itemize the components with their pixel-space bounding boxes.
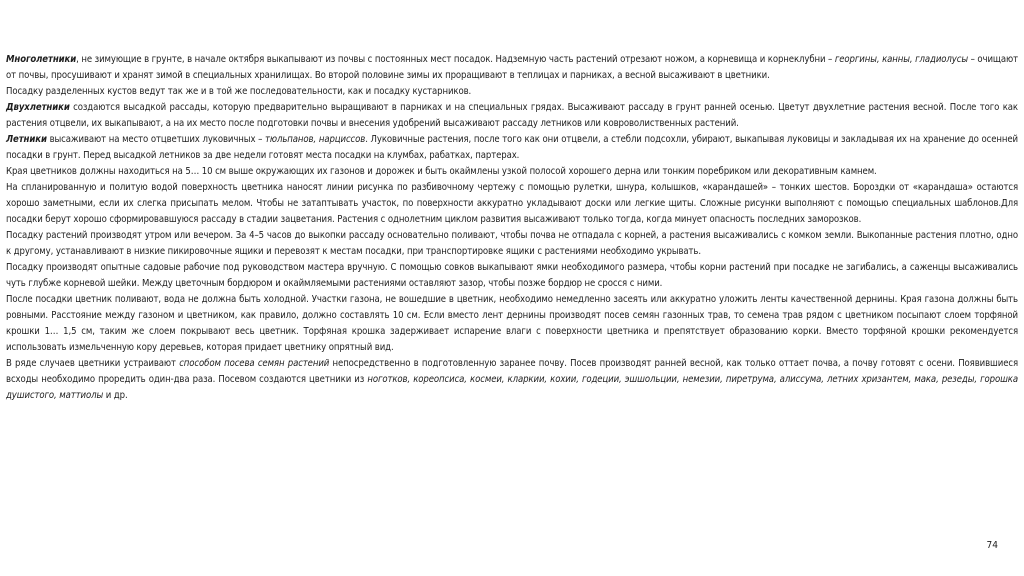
paragraph	[6, 52, 1018, 84]
paragraph	[6, 228, 1018, 260]
paragraph-text: Посадку растений производят утром или вечером. За 4–5 часов до выкопки рассаду основательно поливают, чтобы почва не отпадала с корней, а растения высаживались с комком земли. Выкопанные растения плотно, одно к другому, устанавливают в низкие пикировочные ящики и перевозят к местам посадки, при транспортировке ящики с растениями необходимо укрывать.	[6, 230, 1018, 257]
paragraph-text: и др.	[103, 390, 128, 401]
paragraph-text: , не зимующие в грунте, в начале октября выкапывают из почвы с постоянных мест посадок. Надземную часть растений отрезают ножом, а корневища и корнеклубни –	[76, 54, 835, 65]
paragraph-text: На спланированную и политую водой поверхность цветника наносят линии рисунка по разбивочному чертежу с помощью рулетки, шнура, колышков, «карандашей» – тонких шестов. Бороздки от «карандаша» остаются хорошо заметными, если их слегка присыпать мелом. Чтобы не затаптывать участок, по поверхности аккуратно укладывают доски или легкие щиты. Сложные рисунки выполняют с помощью специальных шаблонов.Для посадки берут хорошо сформировавшуюся рассаду в стадии зацветания. Растения с однолетним циклом развития высаживают только тогда, когда минует опасность последних заморозков.	[6, 182, 1018, 225]
paragraph	[6, 260, 1018, 292]
italic-term: ноготков, кореопсиса, космеи, кларкии, кохии, годеции, эшшольции, немезии, пиретрума, алиссума, летних хризантем, мака, резеды, горошка душистого, маттиолы	[6, 374, 1019, 401]
paragraph	[6, 180, 1018, 228]
paragraph-text: Посадку разделенных кустов ведут так же и в той же последовательности, как и посадку кустарников.	[6, 86, 472, 97]
document-body	[6, 52, 1018, 404]
paragraph	[6, 356, 1018, 404]
page-number: 74	[986, 540, 998, 551]
italic-term: тюльпанов, нарциссов	[265, 134, 366, 145]
section-term: Двухлетники	[6, 102, 70, 113]
paragraph-text: непосредственно в подготовленную заранее почву. Посев производят ранней весной, как только оттает почва, а почву готовят с осени. Появившиеся всходы необходимо проредить один-два раза. Посевом создаются цветники из	[6, 358, 1019, 385]
paragraph-text: Посадку производят опытные садовые рабочие под руководством мастера вручную. С помощью совков выкапывают ямки необходимого размера, чтобы корни растений при посадке не загибались, а саженцы высаживались чуть глубже корневой шейки. Между цветочным бордюром и окаймляемыми растениями оставляют зазор, чтобы позже бордюр не сросся с ними.	[6, 262, 1018, 289]
section-term: Летники	[6, 134, 47, 145]
paragraph-text: – очищают от почвы, просушивают и хранят зимой в специальных хранилищах. Во второй половине зимы их проращивают в теплицах и парниках, а весной высаживают в цветники.	[6, 54, 1018, 81]
paragraph-text: высаживают на место отцветших луковичных –	[46, 134, 266, 145]
paragraph-text: . Луковичные растения, после того как они отцвели, а стебли подсохли, убирают, выкапывая луковицы и закладывая их на хранение до осенней посадки в грунт. Перед высадкой летников за две недели готовят места посадки на клумбах, рабатках, партерах.	[6, 134, 1018, 161]
paragraph	[6, 164, 1018, 180]
italic-term: способом посева семян растений	[179, 358, 330, 369]
paragraph-text: Края цветников должны находиться на 5… 10 см выше окружающих их газонов и дорожек и быть окаймлены узкой полосой хорошего дерна или тонким поребриком или декоративным камнем.	[6, 166, 877, 177]
italic-term: георгины, канны, гладиолусы	[834, 54, 968, 65]
paragraph-text: создаются высадкой рассады, которую предварительно выращивают в парниках и на специальных грядах. Высаживают рассаду в грунт ранней осенью. Цветут двухлетние растения весной. После того как растения отцвели, их выкапывают, а на их место после подготовки почвы и внесения удобрений высаживают рассаду летников или ковроволиственных растений.	[6, 102, 1018, 129]
paragraph-text: После посадки цветник поливают, вода не должна быть холодной. Участки газона, не вошедшие в цветник, необходимо немедленно засеять или аккуратно уложить ленты качественной дернины. Края газона должны быть ровными. Расстояние между газоном и цветником, как правило, должно составлять 10 см. Если вместо лент дернины производят посев семян газонных трав, то семена трав рядом с цветником посыпают слоем торфяной крошки 1… 1,5 см, таким же слоем покрывают весь цветник. Торфяная крошка задерживает испарение влаги с поверхности цветника и препятствует образованию корки. Вместо торфяной крошки рекомендуется использовать измельченную кору деревьев, которая придает цветнику опрятный вид.	[6, 294, 1018, 353]
paragraph	[6, 132, 1018, 164]
paragraph	[6, 292, 1018, 356]
section-term: Многолетники	[6, 54, 77, 65]
paragraph	[6, 84, 1018, 100]
paragraph	[6, 100, 1018, 132]
paragraph-text: В ряде случаев цветники устраивают	[6, 358, 180, 369]
